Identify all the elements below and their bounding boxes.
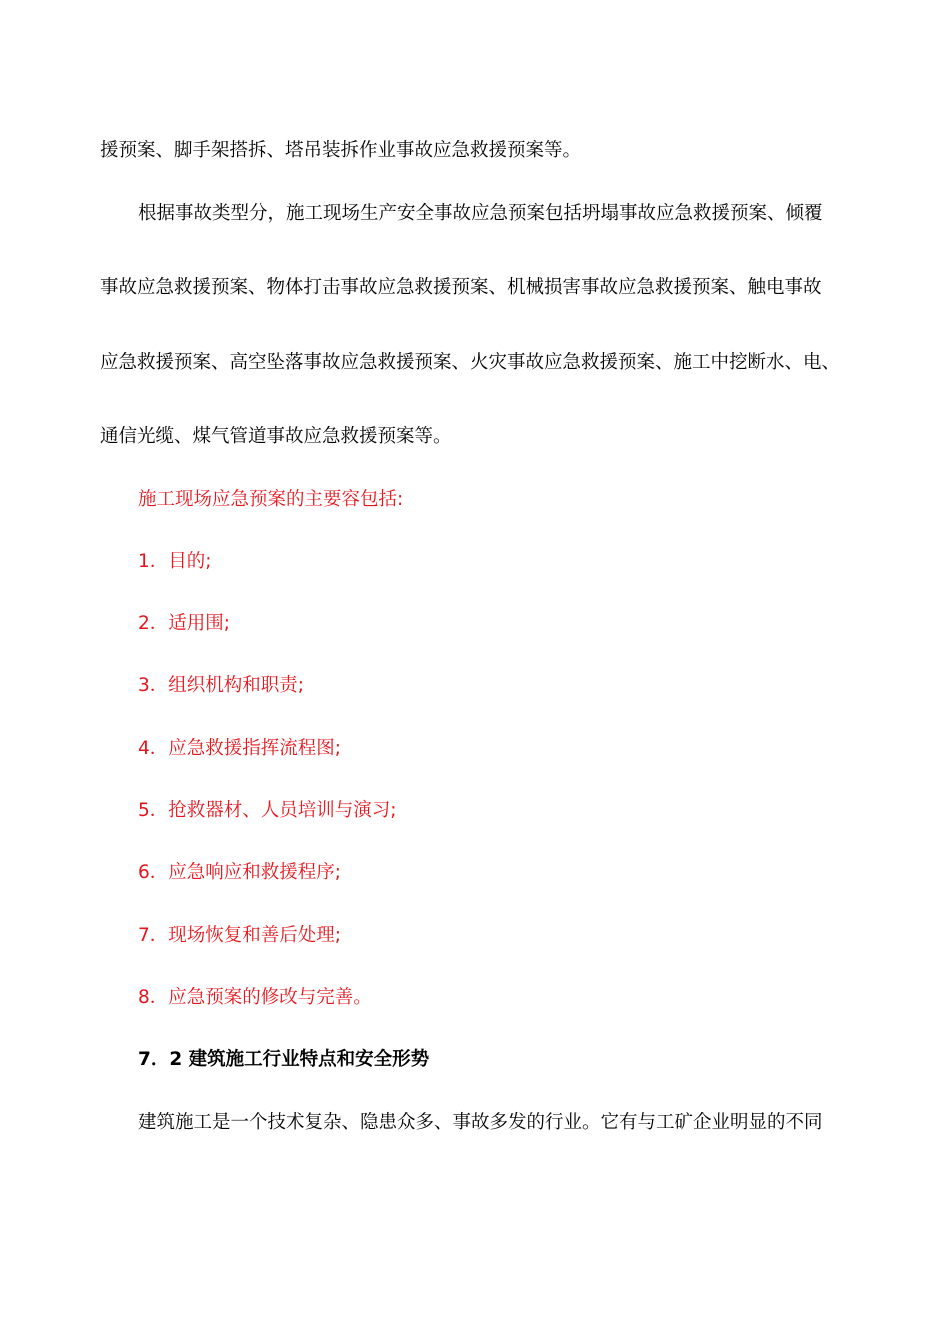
contents-item-2: 2．适用围; — [138, 613, 231, 634]
contents-item-7: 7．现场恢复和善后处理; — [138, 925, 342, 946]
contents-item-4: 4．应急救援指挥流程图; — [138, 738, 342, 759]
paragraph-2-line-2: 事故应急救援预案、物体打击事故应急救援预案、机械损害事故应急救援预案、触电事故 — [100, 277, 822, 298]
contents-intro: 施工现场应急预案的主要容包括: — [138, 489, 404, 510]
paragraph-2-line-1: 根据事故类型分，施工现场生产安全事故应急预案包括坍塌事故应急救援预案、倾覆 — [138, 203, 823, 224]
paragraph-2-line-3: 应急救援预案、高空坠落事故应急救援预案、火灾事故应急救援预案、施工中挖断水、电、 — [100, 352, 841, 373]
section-paragraph-line-1: 建筑施工是一个技术复杂、隐患众多、事故多发的行业。它有与工矿企业明显的不同 — [138, 1112, 823, 1133]
paragraph-2-line-4: 通信光缆、煤气管道事故应急救援预案等。 — [100, 426, 452, 447]
paragraph-1-line-1: 援预案、脚手架搭拆、塔吊装拆作业事故应急救援预案等。 — [100, 140, 582, 161]
contents-item-3: 3．组织机构和职责; — [138, 675, 305, 696]
contents-item-8: 8．应急预案的修改与完善。 — [138, 987, 372, 1008]
contents-item-6: 6．应急响应和救援程序; — [138, 862, 342, 883]
contents-item-1: 1．目的; — [138, 551, 212, 572]
contents-item-5: 5．抢救器材、人员培训与演习; — [138, 800, 397, 821]
section-heading: 7．2 建筑施工行业特点和安全形势 — [138, 1049, 430, 1070]
